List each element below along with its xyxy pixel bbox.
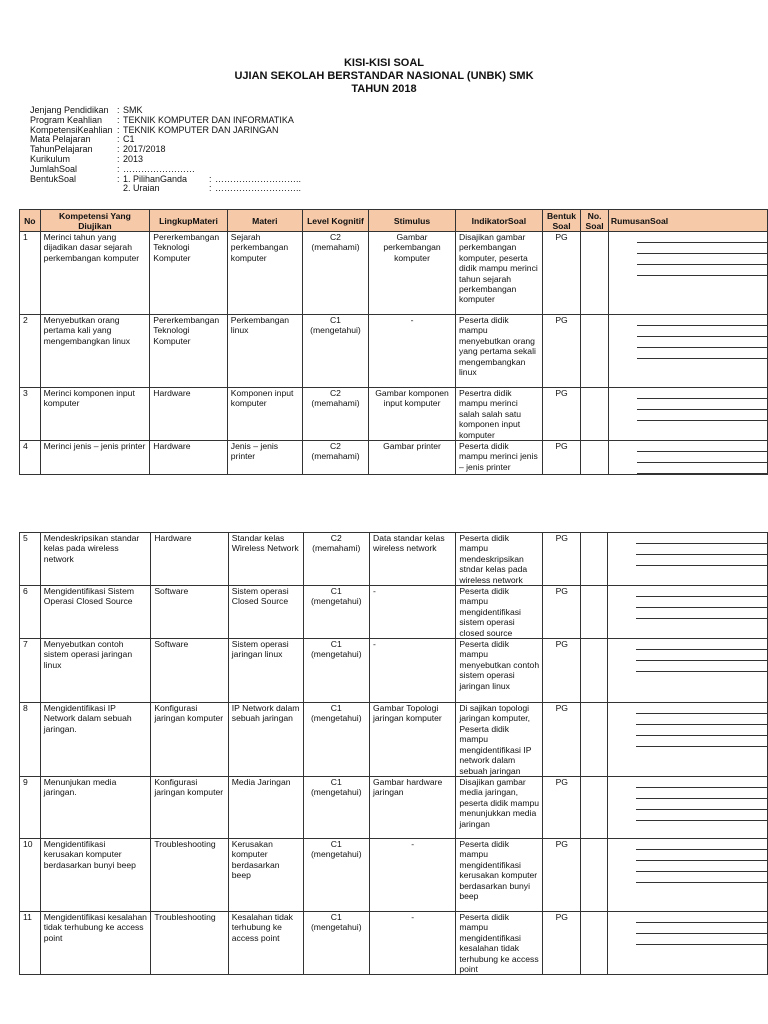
cell-lingkup-materi: Software — [151, 586, 228, 639]
table-row — [20, 911, 768, 974]
meta-label: Kurikulum — [30, 153, 71, 164]
rumusan-line — [636, 872, 767, 883]
cell-level-kognitif: C1 (mengetahui) — [303, 911, 369, 974]
rumusan-line — [637, 232, 767, 243]
cell-lingkup-materi: Hardware — [150, 441, 228, 475]
header-bentuk-soal: Bentuk Soal — [542, 210, 581, 232]
table-row — [20, 533, 768, 586]
cell-kompetensi: Merinci tahun yang dijadikan dasar sejarah perkembangan komputer — [40, 232, 150, 315]
rumusan-line — [637, 441, 767, 452]
cell-stimulus: Gambar Topologi jaringan komputer — [369, 703, 455, 777]
meta-colon: : — [117, 163, 120, 174]
meta-value: 2. Uraian — [123, 183, 160, 194]
cell-stimulus: - — [369, 838, 455, 911]
cell-level-kognitif: C1 (mengetahui) — [303, 639, 369, 703]
cell-no-soal — [581, 388, 609, 441]
rumusan-line — [637, 326, 767, 337]
rumusan-line — [636, 703, 767, 714]
table-row — [20, 586, 768, 639]
cell-lingkup-materi: Pererkembangan Teknologi Komputer — [150, 232, 228, 315]
cell-no: 5 — [20, 533, 41, 586]
meta-extra-value: ……………………….. — [215, 183, 302, 194]
cell-level-kognitif: C1 (mengetahui) — [303, 703, 369, 777]
rumusan-line — [637, 348, 767, 359]
header-level-kognitif: Level Kognitif — [302, 210, 368, 232]
meta-colon: : — [209, 183, 212, 194]
rumusan-line — [637, 315, 767, 326]
rumusan-line — [637, 388, 767, 399]
cell-materi: Sistem operasi jaringan linux — [228, 639, 303, 703]
cell-level-kognitif: C1 (mengetahui) — [303, 838, 369, 911]
cell-no: 6 — [20, 586, 41, 639]
rumusan-line — [636, 850, 767, 861]
identity-block — [30, 106, 301, 194]
cell-lingkup-materi: Hardware — [150, 388, 228, 441]
cell-rumusan-soal — [607, 776, 767, 838]
cell-materi: Media Jaringan — [228, 776, 303, 838]
cell-materi: Sejarah perkembangan komputer — [227, 232, 302, 315]
meta-label: Program Keahlian — [30, 114, 103, 125]
cell-stimulus: Gambar komponen input komputer — [369, 388, 456, 441]
rumusan-line — [636, 912, 767, 923]
cell-materi: IP Network dalam sebuah jaringan — [228, 703, 303, 777]
cell-kompetensi: Menunjukan media jaringan. — [40, 776, 151, 838]
rumusan-line — [636, 799, 767, 810]
header-rumusan-soal: RumusanSoal — [608, 210, 767, 232]
cell-no: 7 — [20, 639, 41, 703]
cell-no: 2 — [20, 315, 41, 388]
cell-kompetensi: Mengidentifikasi kesalahan tidak terhubung ke access point — [40, 911, 151, 974]
cell-materi: Sistem operasi Closed Source — [228, 586, 303, 639]
cell-lingkup-materi: Troubleshooting — [151, 911, 228, 974]
meta-value: 2013 — [123, 153, 144, 164]
cell-no: 4 — [20, 441, 41, 475]
cell-rumusan-soal — [607, 639, 767, 703]
cell-lingkup-materi: Konfigurasi jaringan komputer — [151, 703, 228, 777]
table-row — [20, 441, 768, 475]
cell-stimulus: Gambar printer — [369, 441, 456, 475]
table-row — [20, 315, 768, 388]
cell-materi: Jenis – jenis printer — [227, 441, 302, 475]
title-line-2: UJIAN SEKOLAH BERSTANDAR NASIONAL (UNBK) SMK — [234, 70, 534, 82]
rumusan-line — [637, 463, 767, 474]
rumusan-line — [636, 714, 767, 725]
table-row — [20, 388, 768, 441]
cell-indikator-soal: Di sajikan topologi jaringan komputer, Peserta didik mampu mengidentifikasi IP network dalam sebuah jaringan — [456, 703, 543, 777]
meta-value: 2017/2018 — [123, 144, 166, 155]
header-no-soal: No. Soal — [581, 210, 609, 232]
rumusan-line — [637, 452, 767, 463]
rumusan-line — [636, 839, 767, 850]
cell-level-kognitif: C2 (memahami) — [302, 388, 368, 441]
cell-kompetensi: Menyebutkan orang pertama kali yang mengembangkan linux — [40, 315, 150, 388]
cell-materi: Perkembangan linux — [227, 315, 302, 388]
header-kompetensi: Kompetensi Yang Diujikan — [40, 210, 150, 232]
rumusan-line — [636, 777, 767, 788]
cell-rumusan-soal — [607, 586, 767, 639]
cell-no-soal — [581, 838, 608, 911]
cell-materi: Standar kelas Wireless Network — [228, 533, 303, 586]
meta-value: TEKNIK KOMPUTER DAN JARINGAN — [123, 124, 279, 135]
rumusan-line — [637, 243, 767, 254]
cell-stimulus: - — [369, 639, 455, 703]
cell-lingkup-materi: Software — [151, 639, 228, 703]
cell-no-soal — [581, 586, 608, 639]
cell-no-soal — [581, 703, 608, 777]
meta-label: Mata Pelajaran — [30, 134, 91, 145]
cell-kompetensi: Mengidentifikasi kerusakan komputer berdasarkan bunyi beep — [40, 838, 151, 911]
table-row — [20, 838, 768, 911]
rumusan-line — [636, 788, 767, 799]
table-row — [20, 232, 768, 315]
cell-no: 1 — [20, 232, 41, 315]
meta-value: C1 — [123, 134, 135, 145]
meta-value: SMK — [123, 105, 143, 115]
cell-stimulus: - — [369, 315, 456, 388]
rumusan-line — [637, 254, 767, 265]
meta-colon: : — [117, 124, 120, 135]
cell-no-soal — [581, 639, 608, 703]
cell-indikator-soal: Peserta didik mampu menyebutkan contoh sistem operasi jaringan linux — [456, 639, 543, 703]
table-row — [20, 639, 768, 703]
meta-row — [30, 145, 301, 155]
cell-indikator-soal: Disajikan gambar media jaringan, peserta didik mampu menunjukkan media jaringan — [456, 776, 543, 838]
cell-level-kognitif: C1 (mengetahui) — [303, 776, 369, 838]
kisi-kisi-table-part-1 — [19, 209, 768, 475]
cell-rumusan-soal — [608, 441, 767, 475]
meta-colon: : — [117, 173, 120, 184]
rumusan-line — [636, 544, 767, 555]
title-line-3: TAHUN 2018 — [351, 83, 417, 95]
meta-colon: : — [117, 105, 120, 115]
cell-bentuk-soal: PG — [543, 586, 581, 639]
cell-bentuk-soal: PG — [543, 639, 581, 703]
cell-stimulus: Data standar kelas wireless network — [369, 533, 455, 586]
rumusan-line — [636, 861, 767, 872]
cell-kompetensi: Merinci komponen input komputer — [40, 388, 150, 441]
cell-kompetensi: Menyebutkan contoh sistem operasi jaringan linux — [40, 639, 151, 703]
header-lingkup-materi: LingkupMateri — [150, 210, 228, 232]
meta-value: …………………… — [123, 163, 195, 174]
cell-rumusan-soal — [608, 388, 767, 441]
cell-level-kognitif: C2 (memahami) — [303, 533, 369, 586]
cell-rumusan-soal — [608, 315, 767, 388]
cell-rumusan-soal — [607, 911, 767, 974]
cell-no: 3 — [20, 388, 41, 441]
cell-lingkup-materi: Konfigurasi jaringan komputer — [151, 776, 228, 838]
meta-value: TEKNIK KOMPUTER DAN INFORMATIKA — [123, 114, 294, 125]
meta-colon: : — [117, 153, 120, 164]
meta-label: KompetensiKeahlian — [30, 124, 113, 135]
rumusan-line — [636, 661, 767, 672]
rumusan-line — [636, 555, 767, 566]
cell-lingkup-materi: Pererkembangan Teknologi Komputer — [150, 315, 228, 388]
rumusan-line — [636, 810, 767, 821]
cell-stimulus: - — [369, 911, 455, 974]
cell-stimulus: Gambar hardware jaringan — [369, 776, 455, 838]
cell-bentuk-soal: PG — [543, 838, 581, 911]
cell-no-soal — [581, 232, 609, 315]
cell-no: 10 — [20, 838, 41, 911]
rumusan-line — [636, 923, 767, 934]
kisi-kisi-table-part-2 — [19, 532, 768, 975]
cell-kompetensi: Merinci jenis – jenis printer — [40, 441, 150, 475]
rumusan-line — [637, 399, 767, 410]
table-row — [20, 776, 768, 838]
cell-bentuk-soal: PG — [542, 441, 581, 475]
rumusan-line — [637, 410, 767, 421]
cell-indikator-soal: Peserta didik mampu mengidentifikasi kesalahan tidak terhubung ke access point — [456, 911, 543, 974]
cell-kompetensi: Mendeskripsikan standar kelas pada wireless network — [40, 533, 151, 586]
cell-stimulus: Gambar perkembangan komputer — [369, 232, 456, 315]
title-line-1: KISI-KISI SOAL — [343, 57, 425, 69]
rumusan-line — [636, 533, 767, 544]
meta-value: 1. PilihanGanda — [123, 173, 188, 184]
cell-indikator-soal: Pesertra didik mampu merinci salah salah satu komponen input komputer — [455, 388, 542, 441]
table-row — [20, 703, 768, 777]
rumusan-line — [636, 934, 767, 945]
cell-bentuk-soal: PG — [542, 232, 581, 315]
cell-indikator-soal: Peserta didik mampu mendeskripsikan stndar kelas pada wireless network — [456, 533, 543, 586]
cell-bentuk-soal: PG — [542, 315, 581, 388]
meta-label: Jenjang Pendidikan — [30, 105, 109, 115]
cell-level-kognitif: C2 (memahami) — [302, 441, 368, 475]
cell-materi: Komponen input komputer — [227, 388, 302, 441]
table-header-row — [20, 210, 768, 232]
meta-label: TahunPelajaran — [30, 144, 93, 155]
cell-level-kognitif: C2 (memahami) — [302, 232, 368, 315]
rumusan-line — [636, 597, 767, 608]
rumusan-line — [636, 736, 767, 747]
meta-extra-value: ……………………….. — [215, 173, 302, 184]
cell-no: 8 — [20, 703, 41, 777]
cell-bentuk-soal: PG — [543, 911, 581, 974]
meta-colon: : — [117, 144, 120, 155]
header-indikator-soal: IndikatorSoal — [455, 210, 542, 232]
cell-no-soal — [581, 441, 609, 475]
rumusan-line — [636, 639, 767, 650]
header-no: No — [20, 210, 41, 232]
rumusan-line — [636, 586, 767, 597]
cell-bentuk-soal: PG — [543, 703, 581, 777]
meta-colon: : — [117, 114, 120, 125]
cell-rumusan-soal — [607, 533, 767, 586]
meta-row — [30, 184, 301, 194]
cell-stimulus: - — [369, 586, 455, 639]
cell-materi: Kerusakan komputer berdasarkan beep — [228, 838, 303, 911]
cell-lingkup-materi: Hardware — [151, 533, 228, 586]
cell-indikator-soal: Peserta didik mampu mengidentifikasi kerusakan komputer berdasarkan bunyi beep — [456, 838, 543, 911]
rumusan-line — [636, 725, 767, 736]
meta-label: BentukSoal — [30, 173, 77, 184]
cell-bentuk-soal: PG — [542, 388, 581, 441]
cell-rumusan-soal — [607, 703, 767, 777]
rumusan-line — [636, 650, 767, 661]
rumusan-line — [637, 265, 767, 276]
cell-kompetensi: Mengidentifikasi Sistem Operasi Closed Source — [40, 586, 151, 639]
cell-indikator-soal: Disajikan gambar perkembangan komputer, peserta didik mampu merinci tahun sejarah perkembangan komputer — [455, 232, 542, 315]
cell-kompetensi: Mengidentifikasi IP Network dalam sebuah jaringan. — [40, 703, 151, 777]
meta-colon: : — [117, 134, 120, 145]
cell-materi: Kesalahan tidak terhubung ke access point — [228, 911, 303, 974]
meta-colon: : — [209, 173, 212, 184]
cell-indikator-soal: Peserta didik mampu menyebutkan orang yang pertama sekali mengembangkan linux — [455, 315, 542, 388]
header-materi: Materi — [227, 210, 302, 232]
cell-no-soal — [581, 911, 608, 974]
meta-label — [30, 184, 117, 194]
cell-no: 11 — [20, 911, 41, 974]
cell-indikator-soal: Peserta didik mampu mengidentifikasi sistem operasi closed source — [456, 586, 543, 639]
header-stimulus: Stimulus — [369, 210, 456, 232]
cell-lingkup-materi: Troubleshooting — [151, 838, 228, 911]
rumusan-line — [636, 608, 767, 619]
cell-rumusan-soal — [608, 232, 767, 315]
cell-bentuk-soal: PG — [543, 776, 581, 838]
cell-rumusan-soal — [607, 838, 767, 911]
cell-indikator-soal: Peserta didik mampu merinci jenis – jenis printer — [455, 441, 542, 475]
cell-level-kognitif: C1 (mengetahui) — [303, 586, 369, 639]
meta-label: JumlahSoal — [30, 163, 78, 174]
cell-no: 9 — [20, 776, 41, 838]
cell-bentuk-soal: PG — [543, 533, 581, 586]
cell-no-soal — [581, 776, 608, 838]
rumusan-line — [637, 337, 767, 348]
cell-no-soal — [581, 533, 608, 586]
cell-level-kognitif: C1 (mengetahui) — [302, 315, 368, 388]
cell-no-soal — [581, 315, 609, 388]
